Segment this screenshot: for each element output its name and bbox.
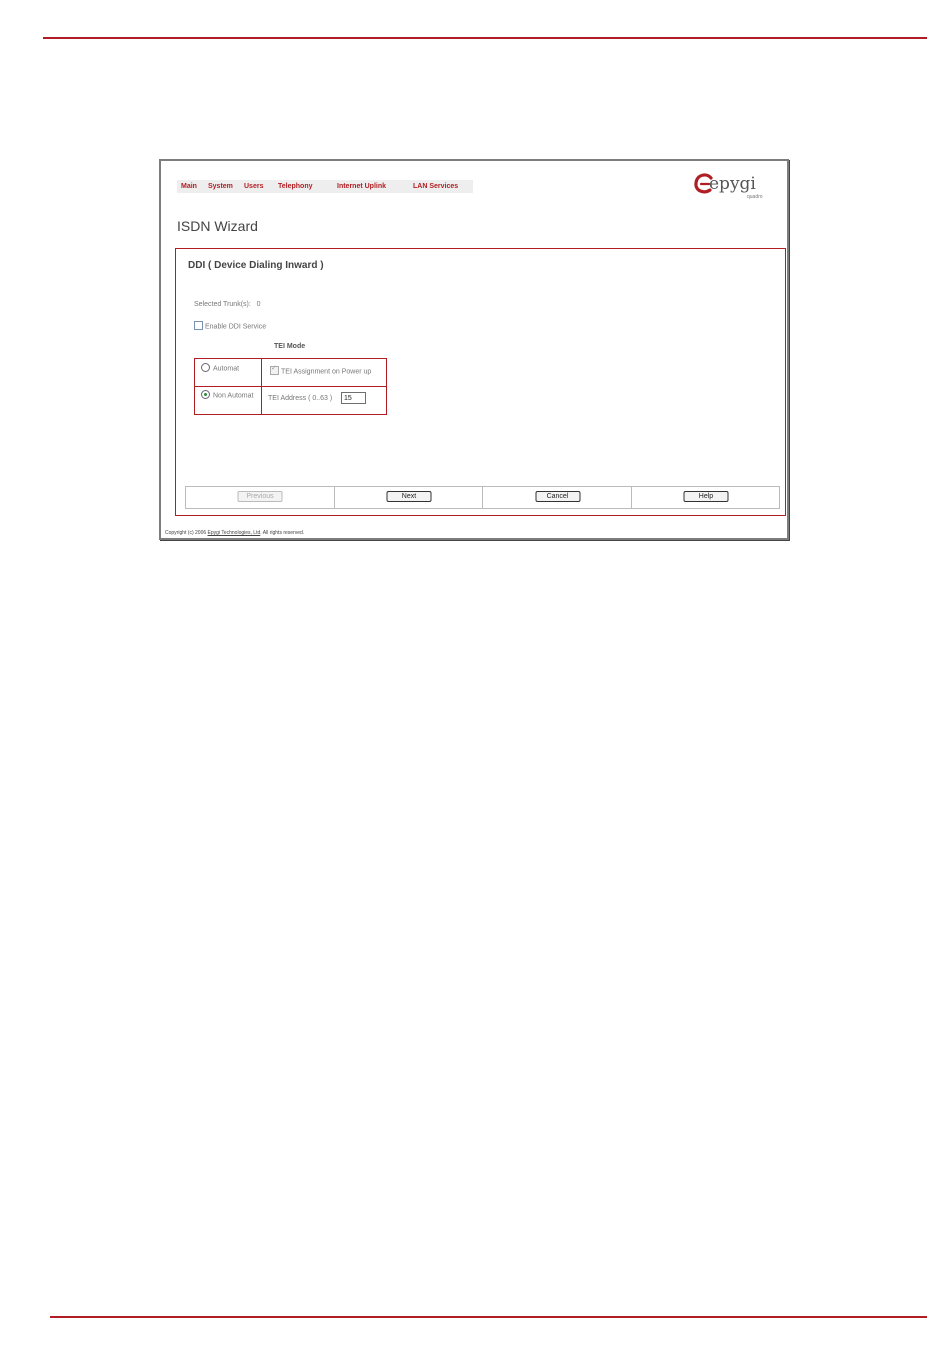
enable-ddi-label: Enable DDI Service [205, 323, 267, 331]
tei-assignment-checkbox[interactable] [270, 366, 279, 375]
automat-option[interactable] [201, 364, 239, 373]
top-nav-bar [177, 180, 473, 193]
tei-mode-table [194, 358, 387, 415]
logo-subtitle: quadro [747, 194, 763, 200]
previous-button[interactable]: Previous [238, 491, 283, 502]
tei-table-divider-horizontal [195, 386, 386, 387]
copyright-footer [165, 530, 304, 536]
non-automat-option[interactable] [201, 391, 253, 400]
nav-main[interactable]: Main [181, 183, 197, 190]
wizard-button-bar [185, 486, 780, 509]
nav-lan-services[interactable]: LAN Services [413, 183, 459, 190]
tei-assignment-label: TEI Assignment on Power up [281, 368, 372, 376]
next-cell [334, 487, 483, 508]
cancel-button[interactable]: Cancel [535, 491, 580, 502]
automat-radio[interactable] [201, 363, 210, 372]
automat-label: Automat [213, 365, 240, 373]
selected-trunks-row [194, 301, 261, 308]
tei-assignment-row[interactable] [270, 367, 371, 376]
tei-mode-label: TEI Mode [274, 343, 306, 350]
previous-cell [186, 487, 334, 508]
nav-internet-uplink[interactable]: Internet Uplink [337, 183, 387, 190]
tei-address-label: TEI Address ( 0..63 ) [268, 395, 333, 402]
tei-address-input[interactable] [341, 392, 366, 404]
nav-users[interactable]: Users [244, 183, 264, 190]
logo-wordmark: epygi [709, 174, 756, 194]
enable-ddi-row[interactable] [194, 322, 266, 331]
next-button[interactable]: Next [387, 491, 432, 502]
nav-system[interactable]: System [208, 183, 233, 190]
epygi-logo [691, 171, 771, 205]
page-bottom-rule [50, 1316, 927, 1318]
footer-company-link[interactable]: Epygi Technologies, Ltd [207, 530, 261, 536]
non-automat-radio[interactable] [201, 390, 210, 399]
page-title: ISDN Wizard [177, 218, 258, 234]
selected-trunks-value: 0 [256, 301, 261, 308]
nav-telephony[interactable]: Telephony [278, 183, 313, 190]
cancel-cell [482, 487, 632, 508]
help-button[interactable]: Help [684, 491, 729, 502]
footer-prefix: Copyright (c) 2006 [165, 530, 208, 536]
enable-ddi-checkbox[interactable] [194, 321, 203, 330]
page-top-rule [43, 37, 927, 39]
footer-suffix: . All rights reserved. [260, 530, 305, 536]
help-cell [631, 487, 780, 508]
selected-trunks-label: Selected Trunk(s): [194, 301, 251, 308]
screenshot-frame [159, 159, 789, 540]
non-automat-label: Non Automat [213, 392, 254, 400]
wizard-panel [175, 248, 786, 516]
section-title: DDI ( Device Dialing Inward ) [188, 260, 324, 271]
